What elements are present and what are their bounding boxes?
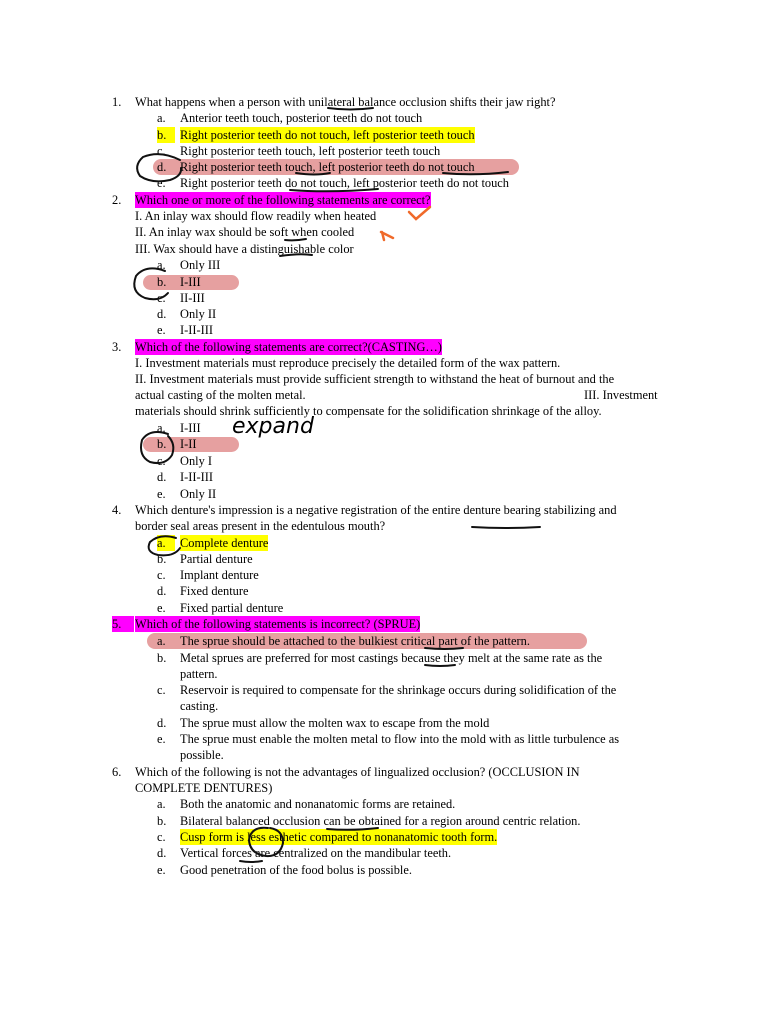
- option-text: I-II-III: [180, 470, 214, 484]
- statement: I. Investment materials must reproduce precisely the detailed form of the wax pattern.: [135, 356, 561, 370]
- option-text: Only II: [180, 307, 217, 321]
- option-text: Only II: [180, 487, 217, 501]
- option-text: The sprue must allow the molten wax to escape from the mold: [180, 716, 490, 730]
- statement: materials should shrink sufficiently to compensate for the solidification shrinkage of the alloy.: [135, 404, 602, 418]
- option-letter: b.: [157, 814, 167, 828]
- option-text: Reservoir is required to compensate for the shrinkage occurs during solidification of the: [180, 683, 617, 697]
- arrow-mark-icon: [381, 232, 393, 240]
- check-mark-icon: [409, 207, 430, 219]
- option-letter: b.: [157, 437, 167, 451]
- handwritten-note: expand: [232, 414, 314, 439]
- option-text: Implant denture: [180, 568, 259, 582]
- option-text-cont: casting.: [180, 699, 219, 713]
- option-letter: d.: [157, 584, 167, 598]
- option-letter: b.: [157, 127, 175, 143]
- option-text: The sprue must enable the molten metal to flow into the mold with as little turbulence as: [180, 732, 620, 746]
- option-text: Fixed denture: [180, 584, 249, 598]
- option-text-cont: possible.: [180, 748, 224, 762]
- option-text: Right posterior teeth touch, left posterior teeth touch: [180, 144, 441, 158]
- option-letter: c.: [157, 144, 166, 158]
- option-text: Right posterior teeth do not touch, left posterior teeth do not touch: [180, 176, 509, 190]
- option-text: Partial denture: [180, 552, 253, 566]
- question-number: 5.: [112, 616, 134, 632]
- underline-mark: [472, 527, 540, 528]
- question-stem: Which of the following statements are correct?(CASTING…): [135, 340, 442, 354]
- option-text: Only I: [180, 454, 213, 468]
- option-letter: e.: [157, 732, 166, 746]
- option-letter: c.: [157, 830, 166, 844]
- statement: I. An inlay wax should flow readily when heated: [135, 209, 377, 223]
- option-text: Cusp form is less esthetic compared to nonanatomic tooth form.: [180, 830, 498, 844]
- option-text: Right posterior teeth touch, left posterior teeth do not touch: [180, 160, 475, 174]
- question-number: 2.: [112, 193, 122, 207]
- option-text: I-II: [180, 437, 197, 451]
- option-text: Fixed partial denture: [180, 601, 284, 615]
- option-letter: a.: [157, 421, 166, 435]
- question-stem: What happens when a person with unilateral balance occlusion shifts their jaw right?: [135, 95, 556, 109]
- option-text: Metal sprues are preferred for most castings because they melt at the same rate as the: [180, 651, 603, 665]
- option-letter: e.: [157, 487, 166, 501]
- question-stem-cont: COMPLETE DENTURES): [135, 781, 273, 795]
- option-letter: d.: [157, 846, 167, 860]
- option-letter: a.: [157, 258, 166, 272]
- option-letter: e.: [157, 601, 166, 615]
- option-letter: d.: [157, 307, 167, 321]
- option-letter: b.: [157, 651, 167, 665]
- question-number: 6.: [112, 765, 122, 779]
- option-text: Anterior teeth touch, posterior teeth do not touch: [180, 111, 423, 125]
- option-text: The sprue should be attached to the bulkiest critical part of the pattern.: [180, 634, 530, 648]
- option-text: Only III: [180, 258, 221, 272]
- option-text: I-II-III: [180, 323, 214, 337]
- option-letter: a.: [157, 535, 175, 551]
- option-letter: e.: [157, 176, 166, 190]
- option-letter: a.: [157, 634, 166, 648]
- option-letter: b.: [157, 275, 167, 289]
- question-stem: Which denture's impression is a negative registration of the entire denture bearing stabilizing and: [135, 503, 617, 517]
- option-letter: a.: [157, 111, 166, 125]
- option-letter: a.: [157, 797, 166, 811]
- option-letter: d.: [157, 470, 167, 484]
- option-text: II-III: [180, 291, 205, 305]
- question-number: 4.: [112, 503, 122, 517]
- option-letter: e.: [157, 863, 166, 877]
- question-number: 3.: [112, 340, 122, 354]
- option-letter: e.: [157, 323, 166, 337]
- option-letter: d.: [157, 716, 167, 730]
- option-text: I-III: [180, 275, 201, 289]
- option-text: Vertical forces are centralized on the mandibular teeth.: [180, 846, 452, 860]
- option-text: Complete denture: [180, 536, 269, 550]
- statement: II. Investment materials must provide sufficient strength to withstand the heat of burnout and the: [135, 372, 615, 386]
- question-stem: Which of the following statements is incorrect? (SPRUE): [135, 617, 421, 631]
- statement: II. An inlay wax should be soft when cooled: [135, 225, 355, 239]
- option-text: Good penetration of the food bolus is possible.: [180, 863, 412, 877]
- option-text: Bilateral balanced occlusion can be obtained for a region around centric relation.: [180, 814, 581, 828]
- option-letter: c.: [157, 568, 166, 582]
- option-letter: c.: [157, 454, 166, 468]
- statement: III. Investment: [584, 388, 658, 402]
- statement: actual casting of the molten metal.: [135, 388, 306, 402]
- question-stem-cont: border seal areas present in the edentulous mouth?: [135, 519, 386, 533]
- option-text: I-III: [180, 421, 201, 435]
- statement: III. Wax should have a distinguishable color: [135, 242, 354, 256]
- question-stem: Which one or more of the following statements are correct?: [135, 193, 431, 207]
- question-stem: Which of the following is not the advantages of lingualized occlusion? (OCCLUSION IN: [135, 765, 580, 779]
- question-number: 1.: [112, 95, 122, 109]
- option-text-cont: pattern.: [180, 667, 218, 681]
- option-text: Both the anatomic and nonanatomic forms are retained.: [180, 797, 456, 811]
- option-letter: b.: [157, 552, 167, 566]
- option-letter: c.: [157, 291, 166, 305]
- option-text: Right posterior teeth do not touch, left posterior teeth touch: [180, 128, 475, 142]
- option-letter: d.: [157, 160, 167, 174]
- option-letter: c.: [157, 683, 166, 697]
